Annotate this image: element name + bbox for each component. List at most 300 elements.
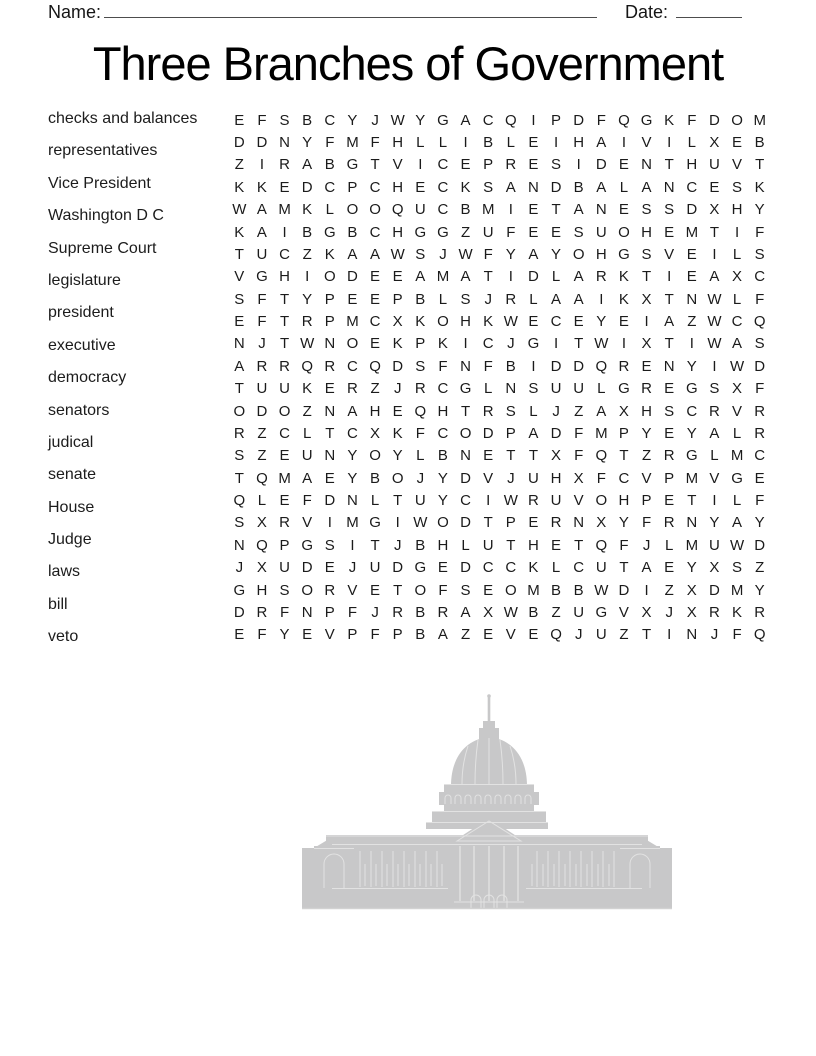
grid-cell: B	[551, 581, 562, 599]
grid-cell: Y	[754, 514, 765, 532]
grid-cell: S	[528, 380, 539, 398]
grid-cell: T	[279, 290, 290, 308]
grid-cell: I	[553, 335, 559, 353]
grid-cell: R	[482, 402, 494, 420]
grid-cell: D	[482, 424, 494, 442]
grid-cell: U	[279, 559, 290, 577]
grid-cell: Z	[302, 402, 312, 420]
grid-cell: M	[730, 581, 744, 599]
grid-cell: U	[573, 603, 585, 621]
grid-cell: X	[256, 514, 267, 532]
grid-cell: A	[460, 111, 471, 129]
grid-cell: S	[415, 245, 426, 263]
grid-cell: J	[552, 402, 560, 420]
grid-cell: E	[324, 559, 335, 577]
grid-cell: I	[667, 134, 672, 152]
grid-cell: I	[644, 313, 649, 331]
grid-cell: E	[618, 201, 629, 219]
grid-cell: B	[573, 178, 584, 196]
grid-cell: Z	[257, 424, 267, 442]
grid-cell: U	[709, 156, 720, 174]
capitol-left-pavilion	[314, 846, 354, 908]
grid-cell: M	[685, 536, 699, 554]
grid-cell: V	[505, 626, 516, 644]
grid-cell: H	[369, 402, 381, 420]
grid-cell: W	[413, 514, 428, 532]
grid-cell: F	[755, 492, 765, 510]
grid-cell: G	[618, 380, 630, 398]
grid-cell: D	[347, 268, 358, 286]
grid-cell: V	[664, 245, 675, 263]
grid-cell: Y	[641, 424, 652, 442]
grid-cell: O	[278, 402, 291, 420]
grid-cell: E	[709, 178, 720, 196]
grid-cell: R	[256, 603, 268, 621]
grid-cell: J	[258, 335, 266, 353]
grid-cell: F	[370, 626, 380, 644]
grid-cell: U	[482, 536, 494, 554]
grid-cell: C	[324, 111, 336, 129]
grid-cell: U	[528, 469, 539, 487]
grid-cell: S	[483, 178, 494, 196]
grid-cell: W	[503, 603, 518, 621]
grid-cell: C	[324, 178, 336, 196]
grid-cell: B	[437, 447, 448, 465]
grid-cell: Y	[347, 469, 358, 487]
grid-cell: B	[483, 134, 494, 152]
grid-cell: A	[596, 402, 607, 420]
grid-cell: I	[305, 268, 310, 286]
grid-cell: C	[437, 178, 449, 196]
grid-cell: R	[233, 424, 245, 442]
grid-cell: E	[528, 514, 539, 532]
grid-cell: N	[595, 201, 607, 219]
grid-cell: I	[508, 268, 513, 286]
grid-cell: K	[392, 424, 403, 442]
grid-cell: T	[574, 536, 584, 554]
capitol-spire	[488, 696, 491, 723]
grid-cell: E	[437, 559, 448, 577]
grid-cell: B	[528, 603, 539, 621]
grid-cell: I	[418, 156, 423, 174]
grid-cell: A	[460, 268, 471, 286]
grid-cell: L	[484, 380, 493, 398]
grid-cell: S	[709, 380, 720, 398]
grid-cell: J	[484, 290, 492, 308]
grid-cell: T	[551, 201, 561, 219]
grid-cell: I	[644, 581, 649, 599]
grid-cell: R	[301, 313, 313, 331]
grid-cell: P	[347, 626, 358, 644]
grid-cell: D	[754, 536, 766, 554]
grid-cell: S	[415, 357, 426, 375]
grid-cell: G	[685, 380, 698, 398]
grid-cell: V	[641, 469, 652, 487]
grid-cell: D	[460, 514, 471, 532]
grid-cell: C	[686, 178, 698, 196]
grid-cell: Y	[686, 357, 697, 375]
grid-cell: M	[346, 313, 359, 331]
grid-cell: X	[732, 268, 743, 286]
grid-cell: E	[528, 223, 539, 241]
grid-cell: R	[279, 357, 290, 375]
grid-cell: M	[730, 447, 744, 465]
grid-cell: U	[256, 245, 268, 263]
grid-cell: E	[370, 268, 381, 286]
grid-cell: A	[551, 290, 562, 308]
grid-cell: N	[233, 536, 245, 554]
grid-cell: R	[324, 581, 336, 599]
grid-cell: L	[597, 380, 606, 398]
letter-grid	[228, 109, 771, 646]
grid-cell: P	[641, 492, 652, 510]
grid-cell: A	[415, 268, 426, 286]
grid-cell: E	[618, 156, 629, 174]
grid-cell: R	[279, 156, 290, 174]
word-list	[48, 110, 197, 661]
grid-cell: H	[437, 536, 449, 554]
grid-cell: S	[279, 111, 290, 129]
grid-cell: D	[550, 424, 562, 442]
grid-cell: A	[641, 559, 652, 577]
grid-cell: C	[482, 111, 494, 129]
grid-cell: I	[712, 245, 717, 263]
grid-cell: F	[596, 469, 606, 487]
grid-cell: K	[618, 290, 629, 308]
grid-cell: R	[754, 603, 766, 621]
grid-cell: F	[574, 447, 584, 465]
grid-cell: N	[663, 178, 675, 196]
grid-cell: W	[458, 245, 473, 263]
grid-cell: F	[483, 357, 493, 375]
grid-cell: Y	[754, 201, 765, 219]
grid-cell: V	[234, 268, 245, 286]
grid-cell: T	[393, 492, 403, 510]
grid-cell: R	[392, 603, 404, 621]
grid-cell: Q	[504, 111, 517, 129]
grid-cell: F	[302, 492, 312, 510]
grid-cell: E	[483, 626, 494, 644]
grid-cell: S	[573, 223, 584, 241]
grid-cell: L	[551, 559, 561, 577]
word-list-item: Judge	[48, 531, 92, 549]
grid-cell: O	[346, 201, 359, 219]
grid-cell: B	[415, 603, 426, 621]
grid-cell: W	[594, 335, 609, 353]
grid-cell: R	[256, 357, 268, 375]
grid-cell: G	[459, 380, 472, 398]
grid-cell: L	[732, 245, 742, 263]
grid-cell: Y	[279, 626, 290, 644]
grid-cell: Y	[415, 111, 426, 129]
grid-cell: R	[663, 447, 675, 465]
grid-cell: T	[325, 424, 335, 442]
word-list-item: House	[48, 498, 95, 516]
grid-cell: O	[369, 201, 381, 219]
grid-cell: L	[438, 290, 448, 308]
grid-cell: K	[256, 178, 267, 196]
grid-cell: Q	[391, 201, 404, 219]
grid-cell: A	[573, 290, 584, 308]
grid-cell: L	[438, 134, 448, 152]
grid-cell: E	[551, 223, 562, 241]
name-label: Name:	[48, 2, 102, 22]
word-list-item: representatives	[48, 142, 158, 160]
grid-cell: K	[234, 223, 245, 241]
grid-cell: D	[573, 111, 585, 129]
grid-cell: X	[641, 290, 652, 308]
grid-cell: H	[392, 178, 404, 196]
grid-cell: O	[459, 424, 472, 442]
date-fill-line	[676, 0, 742, 18]
grid-cell: A	[732, 514, 743, 532]
grid-cell: C	[754, 447, 766, 465]
grid-cell: N	[324, 447, 336, 465]
grid-cell: I	[463, 335, 468, 353]
grid-cell: E	[370, 335, 381, 353]
grid-cell: X	[618, 402, 629, 420]
grid-cell: U	[482, 223, 494, 241]
grid-cell: U	[595, 559, 607, 577]
grid-cell: W	[707, 290, 722, 308]
grid-cell: N	[686, 290, 698, 308]
grid-cell: I	[689, 335, 694, 353]
grid-cell: E	[686, 245, 697, 263]
word-list-item: Supreme Court	[48, 239, 157, 257]
grid-cell: E	[641, 357, 652, 375]
grid-cell: W	[707, 335, 722, 353]
grid-cell: S	[754, 335, 765, 353]
grid-cell: Y	[505, 245, 516, 263]
grid-cell: G	[640, 111, 653, 129]
grid-cell: G	[618, 245, 630, 263]
grid-cell: F	[279, 603, 290, 621]
grid-cell: W	[729, 357, 745, 375]
grid-cell: G	[731, 469, 743, 487]
grid-cell: N	[528, 178, 539, 196]
grid-cell: A	[528, 245, 539, 263]
grid-cell: U	[256, 380, 268, 398]
grid-cell: A	[732, 335, 743, 353]
grid-cell: T	[234, 245, 244, 263]
grid-cell: Z	[302, 245, 312, 263]
grid-cell: P	[618, 424, 629, 442]
grid-cell: E	[664, 424, 675, 442]
grid-cell: Q	[753, 313, 766, 331]
grid-cell: V	[392, 156, 403, 174]
grid-cell: A	[302, 469, 313, 487]
grid-cell: T	[234, 469, 244, 487]
grid-cell: A	[437, 626, 448, 644]
grid-cell: D	[392, 559, 404, 577]
grid-cell: I	[327, 514, 332, 532]
word-list-item: Washington D C	[48, 207, 164, 225]
grid-cell: A	[664, 313, 675, 331]
grid-cell: U	[414, 492, 426, 510]
grid-cell: U	[369, 559, 381, 577]
grid-cell: K	[483, 313, 494, 331]
grid-cell: W	[594, 581, 609, 599]
grid-cell: Q	[233, 492, 246, 510]
grid-cell: K	[754, 178, 765, 196]
word-list-item: veto	[48, 628, 79, 646]
grid-cell: F	[257, 313, 267, 331]
grid-cell: Y	[709, 514, 720, 532]
grid-cell: N	[324, 402, 336, 420]
grid-cell: R	[754, 402, 766, 420]
grid-cell: P	[324, 603, 335, 621]
grid-cell: J	[507, 335, 515, 353]
grid-cell: T	[641, 268, 652, 286]
word-list-item: executive	[48, 336, 116, 354]
grid-cell: M	[278, 469, 291, 487]
grid-cell: E	[573, 313, 584, 331]
grid-cell: C	[279, 245, 290, 263]
grid-cell: F	[257, 111, 267, 129]
grid-cell: O	[731, 111, 743, 129]
grid-cell: A	[641, 178, 652, 196]
grid-cell: J	[439, 245, 447, 263]
grid-cell: O	[233, 402, 246, 420]
grid-cell: F	[438, 581, 448, 599]
grid-cell: O	[391, 469, 404, 487]
grid-cell: P	[392, 290, 403, 308]
grid-cell: L	[732, 492, 742, 510]
grid-cell: R	[754, 424, 766, 442]
grid-cell: A	[234, 357, 245, 375]
grid-cell: H	[731, 201, 743, 219]
grid-cell: L	[257, 492, 267, 510]
word-list-item: legislature	[48, 271, 121, 289]
grid-cell: E	[234, 111, 245, 129]
grid-cell: W	[390, 245, 405, 263]
grid-cell: L	[710, 447, 719, 465]
grid-cell: D	[550, 178, 562, 196]
grid-cell: D	[324, 492, 336, 510]
grid-cell: N	[347, 492, 358, 510]
grid-cell: W	[707, 313, 722, 331]
grid-cell: I	[531, 111, 536, 129]
grid-cell: H	[550, 469, 562, 487]
grid-cell: A	[709, 424, 720, 442]
grid-cell: S	[234, 290, 245, 308]
grid-cell: M	[436, 268, 450, 286]
grid-cell: P	[324, 313, 335, 331]
grid-cell: I	[734, 223, 740, 241]
grid-cell: C	[347, 357, 358, 375]
grid-cell: V	[732, 402, 743, 420]
grid-cell: O	[414, 581, 427, 599]
grid-cell: H	[279, 268, 290, 286]
grid-cell: L	[732, 424, 742, 442]
grid-cell: J	[393, 536, 402, 554]
grid-cell: L	[732, 290, 742, 308]
word-list-item: democracy	[48, 369, 127, 387]
grid-cell: B	[415, 290, 426, 308]
grid-cell: Q	[618, 111, 630, 129]
grid-cell: H	[618, 492, 630, 510]
grid-cell: L	[551, 268, 561, 286]
grid-cell: T	[234, 380, 244, 398]
grid-cell: D	[528, 268, 539, 286]
grid-cell: D	[550, 357, 562, 375]
grid-cell: K	[528, 559, 539, 577]
grid-cell: E	[528, 156, 539, 174]
grid-cell: T	[483, 514, 493, 532]
grid-cell: E	[392, 402, 403, 420]
grid-cell: D	[256, 402, 268, 420]
grid-cell: B	[415, 626, 426, 644]
grid-cell: F	[755, 223, 765, 241]
grid-cell: X	[732, 380, 743, 398]
grid-cell: O	[369, 447, 381, 465]
grid-cell: Q	[256, 469, 268, 487]
grid-cell: R	[347, 380, 358, 398]
grid-cell: G	[346, 156, 359, 174]
grid-cell: A	[573, 201, 584, 219]
grid-cell: F	[641, 514, 652, 532]
word-list-item: checks and balances	[48, 110, 198, 127]
grid-cell: T	[641, 626, 652, 644]
grid-cell: D	[460, 559, 471, 577]
grid-cell: T	[619, 447, 629, 465]
grid-cell: H	[595, 245, 607, 263]
grid-cell: H	[256, 581, 268, 599]
grid-cell: O	[572, 245, 585, 263]
grid-cell: A	[256, 201, 267, 219]
grid-cell: S	[641, 245, 652, 263]
grid-cell: R	[324, 357, 336, 375]
grid-cell: G	[437, 111, 449, 129]
grid-cell: F	[755, 380, 765, 398]
grid-cell: R	[709, 402, 720, 420]
grid-cell: E	[279, 492, 290, 510]
grid-cell: K	[618, 268, 629, 286]
grid-cell: W	[503, 313, 518, 331]
capitol-wings	[332, 844, 642, 908]
grid-cell: C	[731, 313, 743, 331]
word-list-item: judical	[48, 433, 94, 451]
grid-cell: Z	[687, 313, 697, 331]
grid-cell: P	[392, 626, 403, 644]
grid-cell: X	[686, 603, 697, 621]
grid-cell: U	[414, 201, 426, 219]
capitol-building-illustration	[300, 690, 674, 910]
grid-cell: B	[302, 111, 313, 129]
grid-cell: S	[732, 559, 743, 577]
grid-cell: Q	[595, 357, 608, 375]
grid-cell: T	[506, 447, 516, 465]
grid-cell: X	[709, 559, 720, 577]
grid-cell: K	[460, 178, 471, 196]
grid-cell: R	[663, 514, 675, 532]
grid-cell: D	[233, 134, 245, 152]
grid-cell: Y	[437, 492, 448, 510]
grid-cell: Y	[551, 245, 562, 263]
grid-cell: M	[346, 134, 359, 152]
grid-cell: Z	[574, 402, 584, 420]
grid-cell: C	[482, 335, 494, 353]
grid-cell: E	[664, 559, 675, 577]
grid-cell: P	[664, 469, 675, 487]
grid-cell: E	[551, 536, 562, 554]
grid-cell: M	[527, 581, 540, 599]
grid-cell: A	[709, 268, 720, 286]
grid-cell: F	[257, 626, 267, 644]
grid-cell: Y	[754, 581, 765, 599]
grid-cell: R	[528, 492, 539, 510]
grid-cell: X	[573, 469, 584, 487]
